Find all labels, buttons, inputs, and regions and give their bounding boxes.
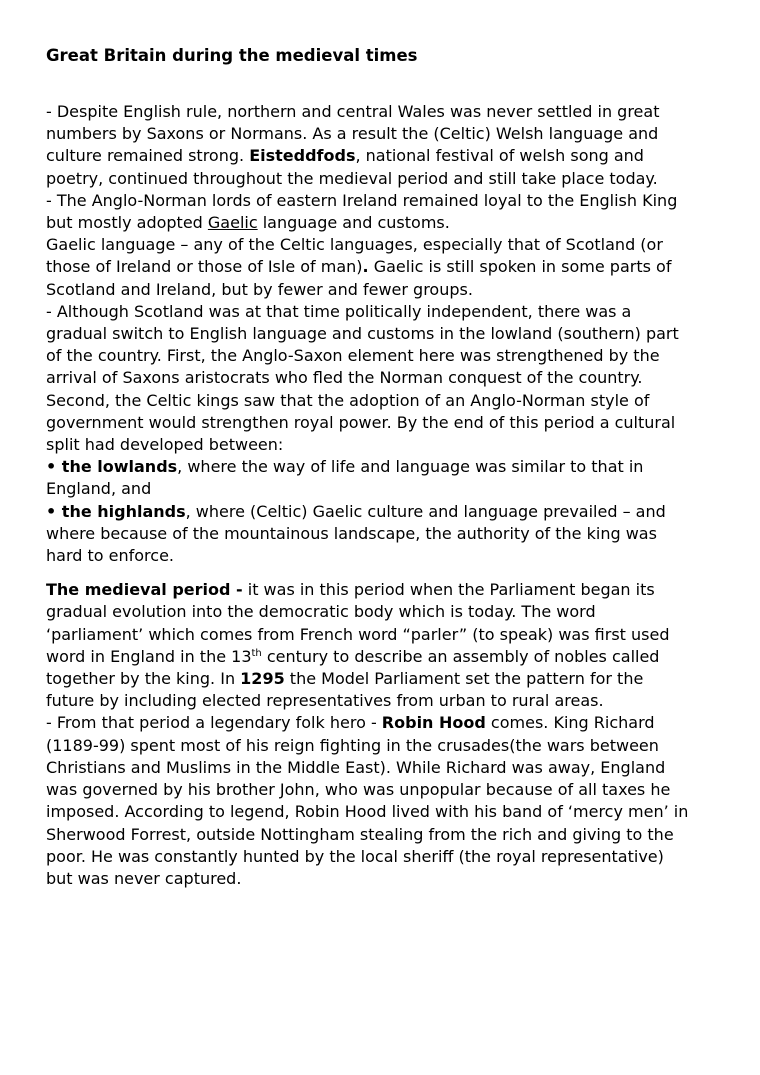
line-text: Christians and Muslims in the Middle East). While Richard was away, England [46,757,666,777]
text-line [46,868,726,890]
line-text: imposed. According to legend, Robin Hood lived with his band of ‘mercy men’ in [46,802,689,822]
line-text: future by including elected representatives from urban to rural areas. [46,691,604,711]
document-body [46,101,726,890]
line-text: - The Anglo-Norman lords of eastern Ireland remained loyal to the English King [46,190,678,210]
line-lead: - From that period a legendary folk hero - [46,713,382,733]
text-line [46,757,726,779]
text-line [46,501,726,523]
text-line [46,779,726,801]
page-title: Great Britain during the medieval times [46,46,418,65]
text-line [46,624,726,646]
line-text: Gaelic is still spoken in some parts of [368,257,672,277]
text-line [46,301,726,323]
line-lead: culture remained strong. [46,146,250,166]
line-text: government would strengthen royal power. By the end of this period a cultural [46,412,676,432]
text-line [46,190,726,212]
text-line [46,579,726,601]
line-text: - Although Scotland was at that time politically independent, there was a [46,301,632,321]
text-line [46,735,726,757]
line-text: poor. He was constantly hunted by the local sheriff (the royal representative) [46,846,664,866]
line-text: Second, the Celtic kings saw that the adoption of an Anglo-Norman style of [46,390,650,410]
text-line [46,601,726,623]
text-line [46,168,726,190]
text-line [46,456,726,478]
superscript: th [251,647,262,659]
line-text: split had developed between: [46,435,284,455]
text-line [46,712,726,734]
text-line [46,690,726,712]
line-text: Gaelic language – any of the Celtic languages, especially that of Scotland (or [46,235,663,255]
line-text: , national festival of welsh song and [355,146,644,166]
line-text: arrival of Saxons aristocrats who fled the Norman conquest of the country. [46,368,643,388]
line-lead: together by the king. In [46,669,241,689]
line-text: Sherwood Forrest, outside Nottingham stealing from the rich and giving to the [46,824,674,844]
line-text: was governed by his brother John, who was unpopular because of all taxes he [46,780,671,800]
bold-text: 1295 [240,669,285,689]
text-line [46,545,726,567]
bold-text: • the lowlands [46,457,178,477]
text-line [46,123,726,145]
text-line [46,345,726,367]
text-line [46,412,726,434]
line-lead: those of Ireland or those of Isle of man) [46,257,363,277]
line-text: but was never captured. [46,868,242,888]
line-text: hard to enforce. [46,546,174,566]
text-line [46,824,726,846]
text-line [46,234,726,256]
line-text: (1189-99) spent most of his reign fighting in the crusades(the wars between [46,735,659,755]
line-text: numbers by Saxons or Normans. As a result the (Celtic) Welsh language and [46,124,659,144]
line-text: , where the way of life and language was similar to that in [177,457,644,477]
line-text: ‘parliament’ which comes from French word “parler” (to speak) was first used [46,624,670,644]
line-text: language and customs. [257,213,450,233]
line-lead: word in England in the 13 [46,646,252,666]
bold-text: Robin Hood [381,713,486,733]
bold-text: Eisteddfods [249,146,356,166]
text-line [46,646,726,668]
paragraph-gap [46,567,726,579]
line-text: of the country. First, the Anglo-Saxon element here was strengthened by the [46,346,660,366]
text-line [46,523,726,545]
text-line [46,367,726,389]
line-text: century to describe an assembly of nobles called [261,646,660,666]
line-text: England, and [46,479,152,499]
line-text: gradual evolution into the democratic body which is today. The word [46,602,596,622]
line-text: it was in this period when the Parliament began its [242,580,655,600]
line-text: the Model Parliament set the pattern for the [284,669,644,689]
text-line [46,323,726,345]
text-line [46,390,726,412]
text-line [46,668,726,690]
line-text: , where (Celtic) Gaelic culture and language prevailed – and [185,501,666,521]
bold-text: The medieval period - [46,580,243,600]
text-line [46,212,726,234]
text-line [46,434,726,456]
line-text: - Despite English rule, northern and central Wales was never settled in great [46,102,660,121]
text-line [46,279,726,301]
text-line [46,478,726,500]
line-text: comes. King Richard [485,713,655,733]
text-line [46,256,726,278]
text-line [46,145,726,167]
bold-text: . [362,257,369,277]
line-text: where because of the mountainous landscape, the authority of the king was [46,523,657,543]
line-text: Scotland and Ireland, but by fewer and fewer groups. [46,279,473,299]
text-line [46,846,726,868]
bold-text: • the highlands [46,501,186,521]
text-line [46,101,726,123]
line-text: poetry, continued throughout the medieval period and still take place today. [46,168,658,188]
line-lead: but mostly adopted [46,213,208,233]
underlined-text: Gaelic [207,213,258,233]
line-text: gradual switch to English language and customs in the lowland (southern) part [46,324,679,344]
text-line [46,801,726,823]
